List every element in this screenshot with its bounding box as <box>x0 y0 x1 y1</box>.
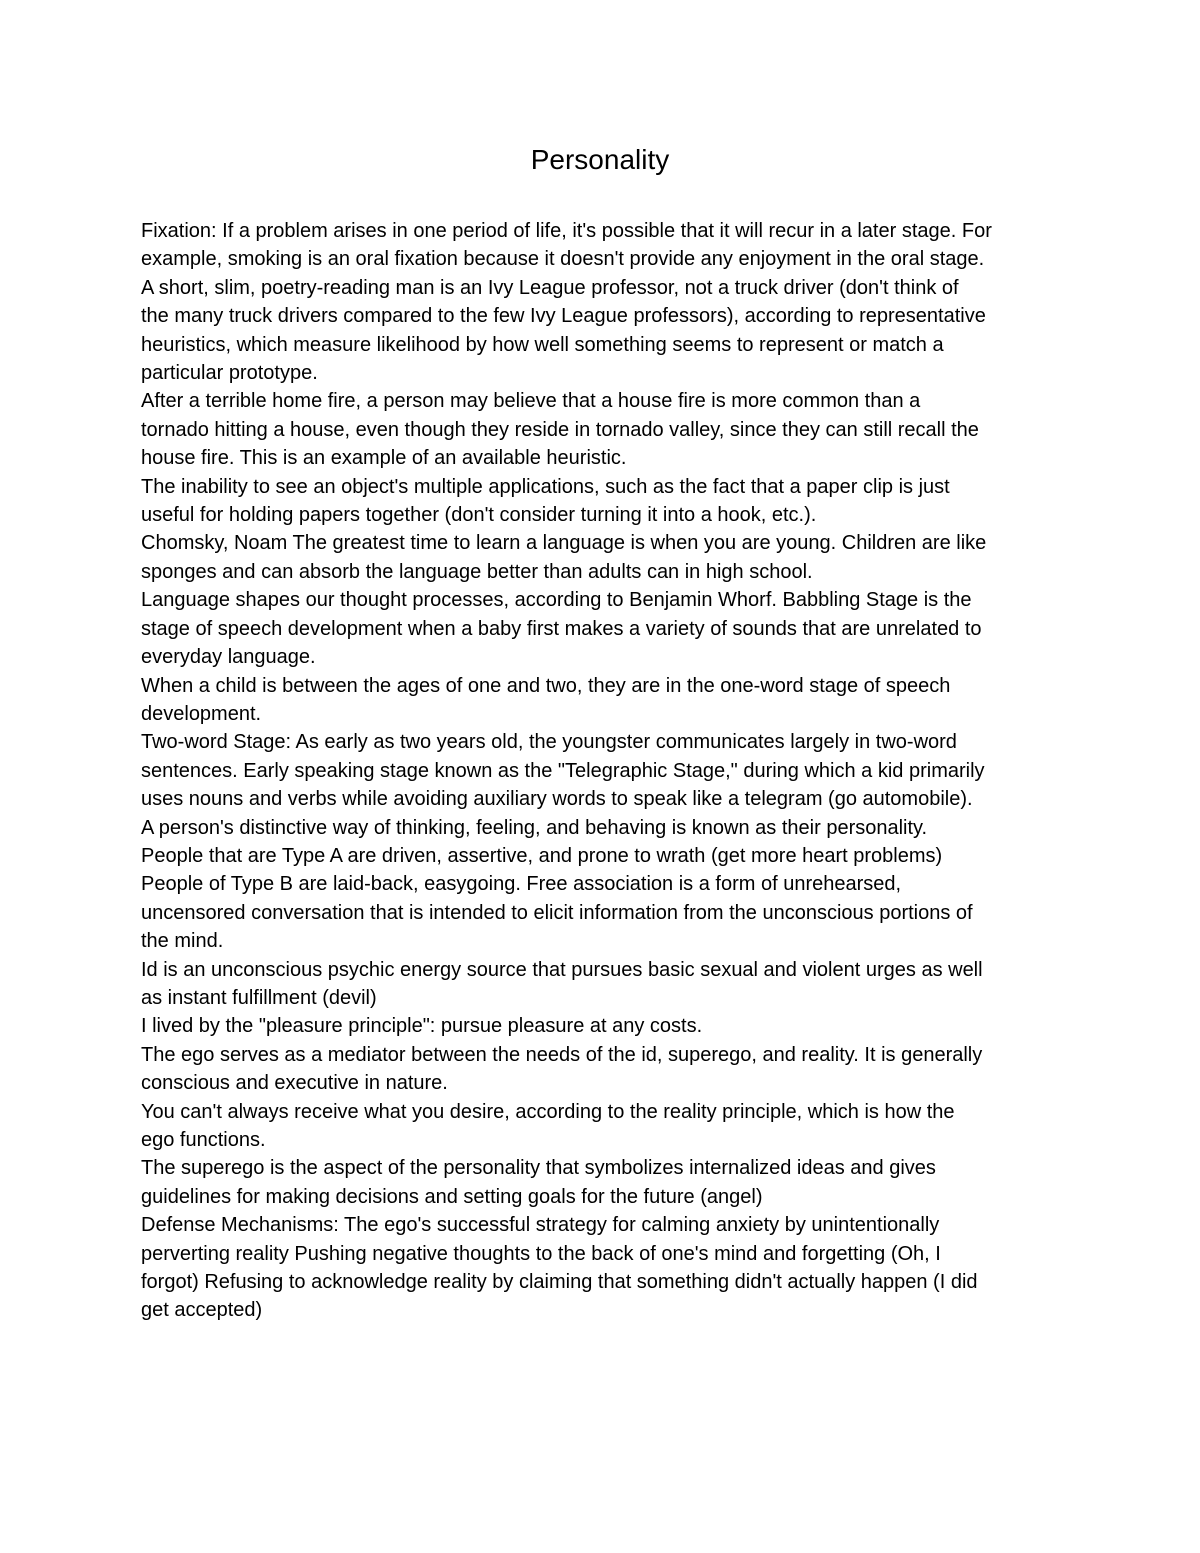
text-line: tornado hitting a house, even though they reside in tornado valley, since they can still recall the <box>141 418 979 441</box>
text-line: development. <box>141 702 262 725</box>
text-line: You can't always receive what you desire, according to the reality principle, which is how the <box>141 1100 955 1123</box>
text-line: the many truck drivers compared to the few Ivy League professors), according to representative <box>141 305 986 328</box>
text-line: Defense Mechanisms: The ego's successful strategy for calming anxiety by unintentionally <box>141 1214 940 1237</box>
text-line: useful for holding papers together (don't consider turning it into a hook, etc.). <box>141 504 817 527</box>
text-line: perverting reality Pushing negative thoughts to the back of one's mind and forgetting (Oh, I <box>141 1242 941 1265</box>
text-line: Two-word Stage: As early as two years old, the youngster communicates largely in two-word <box>141 731 957 754</box>
text-line: ego functions. <box>141 1129 266 1151</box>
text-line: Fixation: If a problem arises in one period of life, it's possible that it will recur in a later stage. For <box>141 220 992 242</box>
text-line: Chomsky, Noam The greatest time to learn a language is when you are young. Children are like <box>141 532 987 555</box>
text-line: house fire. This is an example of an available heuristic. <box>141 447 627 470</box>
text-line: Language shapes our thought processes, according to Benjamin Whorf. Babbling Stage is the <box>141 589 972 612</box>
text-line: uses nouns and verbs while avoiding auxiliary words to speak like a telegram (go automobile). <box>141 788 973 811</box>
text-line: A person's distinctive way of thinking, feeling, and behaving is known as their personality. <box>141 816 928 839</box>
text-line: The superego is the aspect of the personality that symbolizes internalized ideas and gives <box>141 1157 936 1180</box>
text-line: example, smoking is an oral fixation because it doesn't provide any enjoyment in the oral stage. <box>141 248 985 271</box>
text-line: People of Type B are laid-back, easygoing. Free association is a form of unrehearsed, <box>141 873 902 896</box>
text-line: get accepted) <box>141 1299 263 1322</box>
text-line: particular prototype. <box>141 362 318 385</box>
text-line: The inability to see an object's multiple applications, such as the fact that a paper clip is just <box>141 475 950 498</box>
text-line: heuristics, which measure likelihood by how well something seems to represent or match a <box>141 333 944 356</box>
text-line: Id is an unconscious psychic energy source that pursues basic sexual and violent urges as well <box>141 958 983 981</box>
text-line: stage of speech development when a baby first makes a variety of sounds that are unrelated to <box>141 617 982 640</box>
text-line: After a terrible home fire, a person may believe that a house fire is more common than a <box>141 390 921 413</box>
text-line: A short, slim, poetry-reading man is an Ivy League professor, not a truck driver (don't think of <box>141 276 959 299</box>
text-line: sentences. Early speaking stage known as the "Telegraphic Stage," during which a kid primarily <box>141 759 985 782</box>
text-line: conscious and executive in nature. <box>141 1072 448 1095</box>
text-line: the mind. <box>141 930 224 953</box>
text-line: The ego serves as a mediator between the needs of the id, superego, and reality. It is generally <box>141 1043 983 1066</box>
text-line: People that are Type A are driven, assertive, and prone to wrath (get more heart problems) <box>141 844 943 867</box>
page-title: Personality <box>530 144 670 175</box>
text-line: guidelines for making decisions and setting goals for the future (angel) <box>141 1185 763 1208</box>
text-line: sponges and can absorb the language better than adults can in high school. <box>141 560 813 583</box>
text-line: forgot) Refusing to acknowledge reality by claiming that something didn't actually happen (I did <box>141 1271 978 1294</box>
text-line: as instant fulfillment (devil) <box>141 986 377 1009</box>
body-text <box>141 217 1066 1325</box>
text-line: everyday language. <box>141 646 316 669</box>
text-line: uncensored conversation that is intended to elicit information from the unconscious portions of <box>141 901 973 924</box>
text-line: I lived by the "pleasure principle": pursue pleasure at any costs. <box>141 1015 703 1038</box>
text-line: When a child is between the ages of one and two, they are in the one-word stage of speech <box>141 674 951 697</box>
